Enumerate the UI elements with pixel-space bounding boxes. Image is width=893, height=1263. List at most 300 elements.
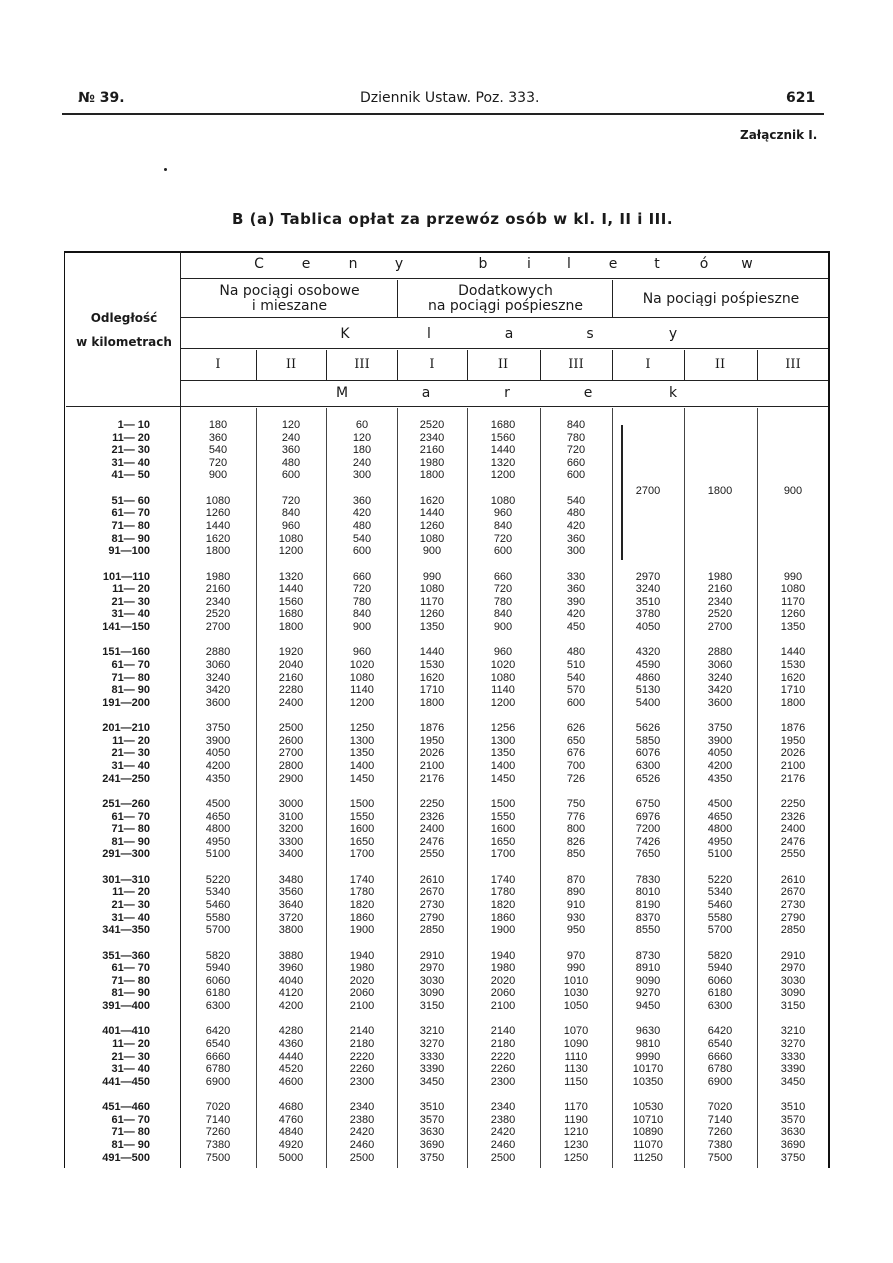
fare-value: 3750 <box>707 722 733 735</box>
fare-value: 4120 <box>278 987 304 1000</box>
fare-value: 1020 <box>349 659 375 671</box>
fare-value: 6660 <box>205 1050 231 1063</box>
fare-value: 1820 <box>490 899 516 911</box>
fare-value: 5220 <box>205 873 231 886</box>
fare-value: 1950 <box>780 734 806 747</box>
fare-value: 2100 <box>780 760 806 772</box>
group-header-0: Na pociągi osobowe <box>219 283 360 299</box>
fare-value: 6060 <box>205 974 231 987</box>
fare-value: 2160 <box>278 671 304 684</box>
fare-value: 1200 <box>278 545 304 558</box>
group-divider-1 <box>612 280 613 317</box>
distance-range: 141—150 <box>102 621 150 633</box>
fare-value: 4840 <box>278 1126 304 1139</box>
fare-value: 3420 <box>707 684 733 697</box>
body-column-divider-0 <box>256 408 257 1168</box>
fare-value: 1440 <box>419 507 445 520</box>
distance-header-line: Odległość <box>90 311 158 325</box>
distance-range: 71— 80 <box>111 823 150 836</box>
fare-value: 5340 <box>205 886 231 899</box>
fare-value: 840 <box>281 507 301 520</box>
fare-value: 2250 <box>780 798 806 810</box>
fare-value: 1090 <box>563 1038 589 1050</box>
fare-value: 1260 <box>419 608 445 621</box>
fare-value: 10710 <box>632 1113 664 1126</box>
header-ceny-letter: C <box>254 256 264 272</box>
fare-value: 1300 <box>349 734 375 747</box>
fare-value: 360 <box>281 444 301 457</box>
class-label: I <box>429 357 435 372</box>
fare-value: 1350 <box>780 621 806 633</box>
fare-value: 2326 <box>780 810 806 823</box>
fare-value: 540 <box>208 444 228 457</box>
fare-value: 420 <box>352 507 372 520</box>
fare-value: 360 <box>566 583 586 596</box>
distance-range: 201—210 <box>102 722 150 735</box>
fare-value: 1940 <box>490 949 516 962</box>
fare-value: 3100 <box>278 810 304 823</box>
fare-value: 9810 <box>635 1038 661 1050</box>
distance-range: 11— 20 <box>112 583 150 596</box>
fare-value: 1110 <box>564 1050 588 1063</box>
fare-value: 2850 <box>419 924 445 937</box>
fare-value: 890 <box>566 886 586 899</box>
fare-value: 2020 <box>490 974 516 987</box>
fare-value: 1400 <box>490 760 516 772</box>
fare-value: 1210 <box>563 1126 589 1139</box>
header-ceny-letter: w <box>741 256 753 272</box>
fare-value: 1700 <box>349 848 375 861</box>
class-header-divider-1 <box>326 350 327 380</box>
fare-value: 600 <box>493 545 513 558</box>
fare-value: 420 <box>566 520 586 532</box>
fare-value: 4500 <box>707 798 733 810</box>
fare-value: 4650 <box>707 810 733 823</box>
fare-value: 450 <box>566 621 586 633</box>
distance-range: 31— 40 <box>111 456 150 469</box>
fare-value: 1860 <box>490 911 516 924</box>
fare-value: 2520 <box>419 419 445 431</box>
fare-value: 10350 <box>632 1075 664 1088</box>
distance-range: 61— 70 <box>111 810 150 823</box>
fare-value: 3210 <box>419 1025 445 1038</box>
distance-range: 241—250 <box>102 772 150 785</box>
fare-value: 2420 <box>349 1126 375 1139</box>
header-ceny-letter: e <box>301 256 311 272</box>
group-divider-0 <box>397 280 398 317</box>
fare-value: 1010 <box>563 974 589 987</box>
body-column-divider-1 <box>326 408 327 1168</box>
fare-value: 2420 <box>490 1126 516 1139</box>
fare-value: 1080 <box>490 671 516 684</box>
distance-range: 61— 70 <box>111 1113 150 1126</box>
distance-range: 11— 20 <box>112 431 150 444</box>
fare-value: 10170 <box>632 1063 664 1076</box>
fare-value: 1260 <box>419 520 445 532</box>
fare-value: 4800 <box>707 823 733 836</box>
fare-value: 3570 <box>419 1113 445 1126</box>
fare-value: 930 <box>566 911 586 924</box>
distance-range: 81— 90 <box>111 532 150 545</box>
class-header-divider-5 <box>612 350 613 380</box>
header-rule-3 <box>180 380 828 381</box>
fare-value: 1980 <box>490 962 516 975</box>
header-klasy-letter: K <box>340 326 350 342</box>
fare-value: 4280 <box>278 1025 304 1038</box>
fare-value: 850 <box>566 848 586 861</box>
fare-value: 4200 <box>205 760 231 772</box>
fare-value: 3330 <box>780 1050 806 1063</box>
header-ceny-letter: y <box>394 256 404 272</box>
fare-value: 2700 <box>278 747 304 760</box>
fare-value: 840 <box>493 520 513 532</box>
fare-value: 3800 <box>278 924 304 937</box>
body-column-divider-3 <box>467 408 468 1168</box>
fare-value: 3750 <box>419 1151 445 1164</box>
fare-value: 480 <box>566 646 586 659</box>
fare-value: 2460 <box>349 1139 375 1151</box>
fare-value: 9090 <box>635 974 661 987</box>
fare-value: 120 <box>352 431 372 444</box>
fare-value: 2250 <box>419 798 445 810</box>
fare-value: 2140 <box>490 1025 516 1038</box>
fare-value: 2970 <box>419 962 445 975</box>
fare-value: 1740 <box>490 873 516 886</box>
fare-value: 8730 <box>635 949 661 962</box>
fare-value: 300 <box>566 545 586 558</box>
distance-range: 401—410 <box>102 1025 150 1038</box>
flat-fare-brace <box>621 425 623 560</box>
fare-value: 11070 <box>633 1139 663 1151</box>
fare-value: 4860 <box>635 671 661 684</box>
fare-value: 1530 <box>419 659 445 671</box>
fare-value: 1140 <box>350 684 374 697</box>
fare-value: 4950 <box>707 835 733 848</box>
fare-value: 2020 <box>349 974 375 987</box>
fare-value: 360 <box>566 532 586 545</box>
fare-value: 720 <box>281 494 301 507</box>
header-ceny-letter: b <box>478 256 488 272</box>
fare-value: 3420 <box>205 684 231 697</box>
fare-value: 780 <box>352 595 372 608</box>
fare-value: 600 <box>352 545 372 558</box>
fare-value: 6526 <box>635 772 661 785</box>
fare-value: 910 <box>566 899 586 911</box>
fare-value: 240 <box>352 456 372 469</box>
fare-value: 1170 <box>420 595 444 608</box>
fare-value: 1440 <box>780 646 806 659</box>
fare-value: 6076 <box>635 747 661 760</box>
fare-value: 2380 <box>349 1113 375 1126</box>
fare-value: 3600 <box>707 696 733 709</box>
fare-value: 3090 <box>780 987 806 1000</box>
fare-value: 3240 <box>205 671 231 684</box>
fare-value: 1900 <box>490 924 516 937</box>
fare-value: 2340 <box>419 431 445 444</box>
fare-value: 300 <box>352 469 372 482</box>
fare-value: 1400 <box>349 760 375 772</box>
fare-value: 1450 <box>490 772 516 785</box>
fare-value: 3090 <box>419 987 445 1000</box>
fare-value: 1600 <box>490 823 516 836</box>
fare-value: 6060 <box>707 974 733 987</box>
fare-value: 4350 <box>707 772 733 785</box>
fare-value: 960 <box>352 646 372 659</box>
distance-range: 451—460 <box>102 1101 150 1114</box>
fare-value: 1820 <box>349 899 375 911</box>
distance-column-divider <box>180 251 181 1168</box>
header-klasy-letter: l <box>427 326 431 342</box>
fare-value: 4920 <box>278 1139 304 1151</box>
fare-value: 360 <box>208 431 228 444</box>
distance-range: 21— 30 <box>111 899 150 911</box>
fare-value: 8550 <box>635 924 661 937</box>
fare-value: 990 <box>783 570 803 583</box>
fare-value: 1876 <box>419 722 445 735</box>
fare-value: 3480 <box>278 873 304 886</box>
distance-range: 21— 30 <box>111 1050 150 1063</box>
fare-value: 5220 <box>707 873 733 886</box>
fare-value: 9630 <box>635 1025 661 1038</box>
fare-value: 3630 <box>419 1126 445 1139</box>
fare-value: 3570 <box>780 1113 806 1126</box>
group-header-1: na pociągi pośpieszne <box>427 298 583 314</box>
fare-value: 5580 <box>707 911 733 924</box>
fare-value: 1320 <box>278 570 304 583</box>
fare-value: 2790 <box>419 911 445 924</box>
fare-value: 1740 <box>349 873 375 886</box>
fare-value: 1080 <box>780 583 806 596</box>
fare-value: 3690 <box>419 1139 445 1151</box>
fare-value: 3510 <box>635 595 661 608</box>
fare-value: 5000 <box>278 1151 304 1164</box>
fare-value: 1800 <box>205 545 231 558</box>
fare-value: 2060 <box>490 987 516 1000</box>
fare-value: 870 <box>566 873 586 886</box>
attachment-label: Załącznik I. <box>740 128 818 142</box>
header-ceny-letter: ó <box>699 256 709 272</box>
fare-value: 1980 <box>419 456 445 469</box>
fare-value: 4040 <box>278 974 304 987</box>
fare-value: 60 <box>355 419 369 431</box>
table-title: B (a) Tablica opłat za przewóz osób w kl. I, II i III. <box>232 210 674 228</box>
fare-value: 1130 <box>564 1063 588 1076</box>
fare-value: 826 <box>566 835 586 848</box>
fare-value: 540 <box>566 671 586 684</box>
fare-value: 3400 <box>278 848 304 861</box>
fare-value: 2610 <box>419 873 445 886</box>
fare-value: 360 <box>352 494 372 507</box>
group-header-2: Na pociągi pośpieszne <box>642 291 800 307</box>
fare-value: 5820 <box>205 949 231 962</box>
ink-dot <box>164 168 167 171</box>
fare-value: 2970 <box>780 962 806 975</box>
fare-value: 2220 <box>349 1050 375 1063</box>
class-label: III <box>354 357 370 372</box>
fare-value: 2910 <box>419 949 445 962</box>
fare-value: 1080 <box>205 494 231 507</box>
class-header-divider-6 <box>684 350 685 380</box>
fare-value: 570 <box>566 684 586 697</box>
distance-range: 191—200 <box>102 696 150 709</box>
fare-value: 1680 <box>278 608 304 621</box>
fare-value: 5100 <box>707 848 733 861</box>
fare-value: 3000 <box>278 798 304 810</box>
fare-value: 2160 <box>205 583 231 596</box>
fare-value: 2730 <box>780 899 806 911</box>
fare-value: 2260 <box>349 1063 375 1076</box>
fare-value: 1200 <box>349 696 375 709</box>
distance-range: 61— 70 <box>111 507 150 520</box>
distance-range: 31— 40 <box>111 1063 150 1076</box>
class-header-divider-7 <box>757 350 758 380</box>
fare-value: 1440 <box>278 583 304 596</box>
fare-value: 7140 <box>707 1113 733 1126</box>
fare-value: 1620 <box>419 494 445 507</box>
header-marek-letter: a <box>421 385 431 401</box>
fare-value: 676 <box>566 747 586 760</box>
fare-value: 3720 <box>278 911 304 924</box>
fare-value: 3630 <box>780 1126 806 1139</box>
fare-value: 1560 <box>490 431 516 444</box>
fare-value: 960 <box>493 646 513 659</box>
fare-value: 10530 <box>632 1101 664 1114</box>
fare-value: 2340 <box>205 595 231 608</box>
fare-value: 1560 <box>278 595 304 608</box>
fare-value: 7650 <box>635 848 661 861</box>
distance-range: 61— 70 <box>111 659 150 671</box>
header-rule <box>62 113 824 115</box>
fare-value: 1256 <box>490 722 516 735</box>
fare-value: 540 <box>352 532 372 545</box>
fare-value: 180 <box>352 444 372 457</box>
class-label: I <box>215 357 221 372</box>
fare-value: 2340 <box>707 595 733 608</box>
fare-value: 3450 <box>780 1075 806 1088</box>
fare-value: 3560 <box>278 886 304 899</box>
fare-value: 1620 <box>419 671 445 684</box>
fare-value: 1170 <box>564 1101 588 1114</box>
header-marek-letter: k <box>668 385 678 401</box>
fare-value: 6780 <box>707 1063 733 1076</box>
fare-value: 750 <box>566 798 586 810</box>
fare-value: 2700 <box>205 621 231 633</box>
fare-value: 726 <box>566 772 586 785</box>
fare-value: 3270 <box>780 1038 806 1050</box>
fare-value: 5940 <box>205 962 231 975</box>
fare-value: 2800 <box>278 760 304 772</box>
fare-value: 1550 <box>490 810 516 823</box>
fare-value: 7830 <box>635 873 661 886</box>
fare-value: 4440 <box>278 1050 304 1063</box>
fare-value: 1300 <box>490 734 516 747</box>
header-rule-2 <box>180 348 828 349</box>
fare-value: 1070 <box>563 1025 589 1038</box>
fare-value: 4050 <box>205 747 231 760</box>
fare-value: 720 <box>352 583 372 596</box>
fare-value: 1080 <box>349 671 375 684</box>
distance-range: 71— 80 <box>111 974 150 987</box>
fare-value: 330 <box>566 570 586 583</box>
fare-value: 2400 <box>419 823 445 836</box>
fare-value: 3200 <box>278 823 304 836</box>
fare-value: 8190 <box>635 899 661 911</box>
fare-value: 2160 <box>707 583 733 596</box>
fare-value: 2476 <box>419 835 445 848</box>
distance-range: 81— 90 <box>111 835 150 848</box>
distance-range: 251—260 <box>102 798 150 810</box>
fare-value: 1200 <box>490 696 516 709</box>
header-marek-letter: M <box>335 385 349 401</box>
fare-value: 2026 <box>780 747 806 760</box>
fare-value: 840 <box>493 608 513 621</box>
fare-value: 1800 <box>278 621 304 633</box>
fare-value: 2520 <box>707 608 733 621</box>
header-ceny-letter: t <box>654 256 660 272</box>
fare-value: 2100 <box>490 1000 516 1012</box>
fare-value: 2970 <box>635 570 661 583</box>
fare-value: 1680 <box>490 419 516 431</box>
fare-value: 1080 <box>278 532 304 545</box>
header-marek-letter: r <box>504 385 510 401</box>
fare-value: 7500 <box>707 1151 733 1164</box>
class-header-divider-4 <box>540 350 541 380</box>
fare-value: 2670 <box>419 886 445 899</box>
fare-value: 1350 <box>349 747 375 760</box>
fare-value: 7020 <box>707 1101 733 1114</box>
distance-range: 101—110 <box>102 570 150 583</box>
fare-value: 1440 <box>419 646 445 659</box>
fare-value: 2790 <box>780 911 806 924</box>
distance-range: 441—450 <box>102 1075 150 1088</box>
fare-value: 2100 <box>349 1000 375 1012</box>
fare-value: 780 <box>566 431 586 444</box>
journal-number: № 39. <box>78 90 125 106</box>
class-label: III <box>785 357 801 372</box>
class-label: II <box>497 357 509 372</box>
fare-value: 4360 <box>278 1038 304 1050</box>
fare-value: 660 <box>566 456 586 469</box>
fare-value: 1980 <box>205 570 231 583</box>
fare-value: 900 <box>208 469 228 482</box>
fare-value: 3150 <box>780 1000 806 1012</box>
group-header-1: Dodatkowych <box>458 283 553 299</box>
fare-value: 1710 <box>780 684 806 697</box>
fare-value: 626 <box>566 722 586 735</box>
fare-value: 3240 <box>635 583 661 596</box>
fare-value: 4800 <box>205 823 231 836</box>
class-label: II <box>285 357 297 372</box>
fare-value: 1900 <box>349 924 375 937</box>
fare-value: 1920 <box>278 646 304 659</box>
header-rule-1 <box>180 317 828 318</box>
fare-value: 6976 <box>635 810 661 823</box>
fare-value: 2500 <box>349 1151 375 1164</box>
fare-value: 4590 <box>635 659 661 671</box>
fare-value: 1620 <box>780 671 806 684</box>
fare-value: 6780 <box>205 1063 231 1076</box>
fare-value: 1200 <box>490 469 516 482</box>
fare-value: 1080 <box>419 532 445 545</box>
fare-value: 2550 <box>780 848 806 861</box>
fare-value: 1800 <box>780 696 806 709</box>
fare-value: 6180 <box>707 987 733 1000</box>
fare-value: 2380 <box>490 1113 516 1126</box>
fare-value: 1080 <box>419 583 445 596</box>
fare-value: 3030 <box>419 974 445 987</box>
fare-value: 1260 <box>780 608 806 621</box>
fare-value: 3300 <box>278 835 304 848</box>
